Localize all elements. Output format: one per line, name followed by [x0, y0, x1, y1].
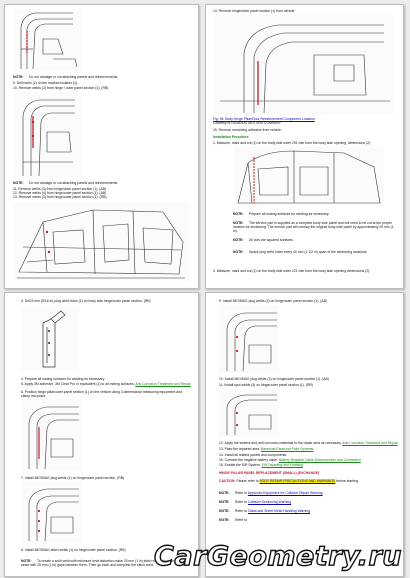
install-step-10: 10. Install MIG/MAG plug welds (3) on hinge/outer panel section (1). (AB)	[219, 377, 329, 381]
manual-page-1	[4, 4, 199, 289]
step-9: 9. Drill holes (2) on the marked location (2).	[13, 81, 79, 85]
step-15: 15. Remove remaining adhesive from vehicle.	[213, 128, 282, 132]
install-step-16: 16. Enable the SIR System. SIR Disabling and Enabling	[219, 463, 303, 467]
install-step-8: 8. Install MIG/MAG stitch welds (1) on hinge/outer panel section. (RB)	[21, 548, 126, 552]
hinge-pillar-figure-1	[13, 9, 83, 71]
installation-heading: Installation Procedure	[213, 135, 249, 139]
watermark-logo: CarGeometry.ru	[154, 541, 402, 572]
warning-note-1: NOTE: Refer to Approved Equipment for Collision Repair Warning	[219, 491, 323, 495]
hinge-pillar-reinforcement-figure	[214, 15, 394, 115]
install-note-2: NOTE: The service part is supplied as a complete body side panel and will need to be cut at the proper location for sectioning. The service part will overlap the original body side panel by approximately 25 mm (1 in).	[233, 221, 394, 234]
install-step-12: 12. Apply the sealers and anti-corrosion materials to the repair area as necessary. Anti-Corrosion Treatment and Repair	[219, 441, 398, 445]
install-step-4: 4. Prepare all mating surfaces for welding as necessary.	[21, 377, 105, 381]
manual-page-2	[205, 4, 404, 289]
step-14: 14. Remove hinge/outer panel section (1) from vehicle.	[213, 9, 296, 13]
spot-weld-figure-1	[219, 305, 279, 373]
install-step-13: 13. Paint the repaired area. Basecoat/Clearcoat Paint Systems	[219, 447, 314, 451]
install-note-1: NOTE: Prepare all mating surfaces for welding as necessary.	[233, 212, 330, 216]
figure-caption: Fig. 94: Body Hinge Pillar/Door Reinforcement Component Location	[213, 117, 315, 121]
install-note-4: NOTE: Space plug weld holes every 40 mm (1 1/2 in) apart of the sectioning locations.	[233, 250, 368, 254]
install-step-6: 6. Position hinge pillar/outer panel section (1) on the vehicle using 3-dimensional measuring equipment and clamp into place.	[21, 390, 182, 399]
install-step-9: 9. Install MIG/MAG plug welds (3) on hinge/outer panel section (1). (AB)	[219, 299, 327, 303]
install-note-3: NOTE: All cuts are squared surfaces.	[233, 238, 294, 242]
install-step-15: 15. Connect the negative battery cable. Battery Negative Cable Disconnection and Connection	[219, 458, 361, 462]
figure-courtesy: Courtesy of GENERAL MOTORS COMPANY	[213, 121, 281, 125]
step-11: 11. Remove welds (3) from hinge/outer panel section (1). (AB)	[13, 187, 107, 191]
install-step-3: 3. Drill 8 mm (5/16 in) plug weld holes (1) on body side hinge/outer panel section. (RB)	[21, 299, 151, 303]
install-step-14: 14. Install all related panels and components.	[219, 453, 288, 457]
install-step-11: 11. Install spot welds (4) on hinge/outer panel section (1). (RB)	[219, 383, 313, 387]
manual-page-3	[4, 292, 199, 577]
spot-weld-figure-2	[219, 389, 279, 437]
install-step-5: 5. Apply 3M adhesive, 3M Clear Pro or equivalent (1) to all mating surfaces. Anti-Corrosion Treatment and Repair	[21, 382, 191, 386]
clamp-figure	[21, 399, 81, 471]
step-13: 13. Remove welds (3) from hinge/outer panel section (1). (RB)	[13, 195, 107, 199]
plug-weld-figure	[21, 481, 81, 543]
section-heading-red: HINGE PILLAR PANEL REPLACEMENT (SMALL) (EXCHANGE)	[219, 471, 320, 475]
body-side-figure	[234, 147, 384, 207]
note-1: NOTE: Do not damage or cut attaching panels and reinforcements.	[13, 75, 119, 79]
stitch-weld-note: NOTE: To create a solid weld with minimum heat distortion make 25 mm (1 in) stitch welds along the seam with 25 mm (1 in) gaps between them. Then go back and complete the stitch weld.	[21, 559, 177, 568]
step-10: 10. Remove welds (2) from hinge / outer panel section (1). (RB)	[13, 86, 109, 90]
hinge-panel-section-figure	[21, 307, 79, 371]
body-frame-figure	[13, 202, 189, 282]
step-12: 12. Remove welds (4) from hinge/outer panel section (1). (AB)	[13, 191, 107, 195]
warning-note-4: NOTE: Refer to	[219, 518, 248, 522]
hinge-pillar-figure-2	[13, 92, 83, 178]
manual-page-4	[205, 292, 404, 577]
install-step-1: 1. Measure, mark and cut (1) on the body side outer 291 mm from the body side opening, dimensions (2).	[213, 141, 372, 145]
install-step-7: 7. Install MIG/MAG plug welds (1) on hinge/outer panel section. (RB)	[21, 476, 125, 480]
warning-note-3: NOTE: Refer to Glass and Sheet Metal Handling Warning	[219, 509, 311, 513]
note-2: NOTE: Do not damage or cut attaching panels and reinforcements.	[13, 181, 119, 185]
warning-note-2: NOTE: Refer to Collision Sectioning Warning	[219, 500, 292, 504]
caution-line: CAUTION: Please refer to BODY REPAIR PRECAUTIONS AND WARNINGS before starting.	[219, 479, 359, 483]
install-step-2: 2. Measure, mark and cut (1) on the body side outer 221 mm from the body side opening dimensions (2).	[213, 269, 371, 273]
